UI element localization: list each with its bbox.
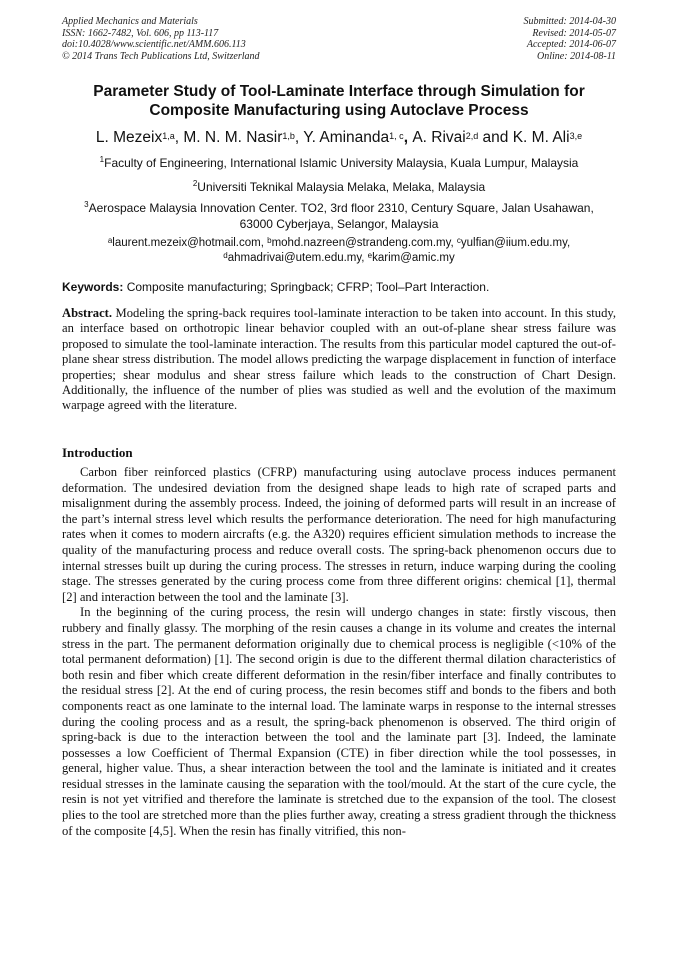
author-emails [40,236,638,266]
title-line-2: Composite Manufacturing using Autoclave Process [149,102,529,119]
journal-info [62,16,260,62]
author-sup: 1,b [282,131,295,141]
title-line-1: Parameter Study of Tool-Laminate Interface through Simulation for [93,83,585,100]
abstract-label: Abstract. [62,306,113,320]
date-submitted: Submitted: 2014-04-30 [523,16,616,27]
author-separator: , [174,129,184,146]
affiliation-1 [40,155,638,171]
paragraph: Carbon fiber reinforced plastics (CFRP) manufacturing using autoclave process induces permanent deformation. The undesired deviation from the designed shape leads to high rate of scraped parts and misalignment during the assembly process. Indeed, the joining of deformed parts will result in an increase of the part’s internal stress level which results the performance deterioration. The need for high manufacturing rates when it comes to modern aircrafts (e.g. the A320) requires efficient simulation methods to increase the quality of the manufacturing process and reduce overall costs. The spring-back phenomenon occurs due to internal stresses built up during the curing process. The stresses in return, induce warping during the cooling stage. The stresses generated by the curing process come from three different origins: chemical [1], thermal [2] and interaction between the tool and the laminate [3]. [62,465,616,604]
author-name: L. Mezeix [95,129,163,146]
introduction-body [62,465,616,839]
journal-copyright: © 2014 Trans Tech Publications Ltd, Switzerland [62,50,260,62]
email-link[interactable]: karim@amic.my [372,252,455,264]
affiliation-text: Faculty of Engineering, International Islamic University Malaysia, Kuala Lumpur, Malaysia [104,156,579,170]
affiliation-sup: 3 [84,200,89,209]
email-sup: a [107,236,113,245]
affiliation-sup: 2 [192,179,198,188]
journal-name: Applied Mechanics and Materials [62,16,198,27]
email-link[interactable]: yulfian@iium.edu.my, [460,237,571,249]
author-name: Y. Aminanda [303,129,390,146]
author-separator: , [403,129,413,146]
paragraph: In the beginning of the curing process, the resin will undergo changes in state: firstly viscous, then rubbery and finally glassy. The morphing of the resin causes a change in its volume and creates the internal stress in the part. The permanent deformation originally due to chemical process is negligible (<10% of the total permanent deformation) [1]. The second origin is due to the different thermal dilation characteristics of both resin and fiber which create different deformation in the resin/fiber interface and finally contributes to the residual stress [2]. At the end of curing process, the resin becomes stiff and bonds to the fibers and both components react as one laminate to the internal load. The laminate warps in response to the internal stresses during the cooling process and as a result, the spring-back phenomenon is observed. The third origin of spring-back is due to the interaction between the tool and the laminate part [3]. Indeed, the laminate possesses a low Coefficient of Thermal Expansion (CTE) in fiber direction while the tool possesses, in general, higher value. Thus, a shear interaction between the tool and the laminate is initiated and it creates residual stresses in the laminate causing the separation with the tool/mould. At the start of the cure cycle, the resin is not yet vitrified and therefore the laminate is stretched due to the expansion of the tool. The closest plies to the tool are stretched more than the plies further away, creating a stress gradient through the thickness of the composite [4,5]. When the resin has finally vitrified, this non- [62,605,616,838]
keywords-label: Keywords: [62,280,124,294]
author-list [40,128,638,148]
author-separator: and [478,129,513,146]
affiliation-line: 63000 Cyberjaya, Selangor, Malaysia [239,217,439,231]
author-sup: 3,e [569,131,583,141]
author-separator: , [294,129,304,146]
keywords-text: Composite manufacturing; Springback; CFRP; Tool–Part Interaction. [123,280,490,294]
affiliation-line [40,200,638,216]
affiliation-sup: 1 [99,155,105,164]
abstract [62,306,616,414]
affiliation-text: Universiti Teknikal Malaysia Melaka, Melaka, Malaysia [197,180,486,194]
author-sup: 2,d [465,131,479,141]
section-heading: Introduction [62,445,133,460]
author-sup: 1,a [162,131,175,141]
email-link[interactable]: ahmadrivai@utem.edu.my, [227,252,368,264]
email-sup: d [223,251,228,260]
email-sup: b [267,236,272,245]
date-revised: Revised: 2014-05-07 [532,27,616,39]
affiliation-text: Aerospace Malaysia Innovation Center. TO2, 3rd floor 2310, Century Square, Jalan Usahawan, [88,201,594,215]
author-name: K. M. Ali [512,129,570,146]
email-link[interactable]: mohd.nazreen@strandeng.com.my, [271,237,457,249]
affiliation-3 [40,200,638,232]
abstract-text: Modeling the spring-back requires tool-laminate interaction to be taken into account. In this study, an interface based on orthotropic linear behavior coupled with an out-of-plane shear stress failure was proposed to simulate the tool-laminate interaction. The results from this particular model captured the out-of-plane shear stress distribution. The model allows predicting the warpage displacement in function of interface properties; shear modulus and shear stress failure which leads to the construction of Chart Design. Additionally, the influence of the number of plies was studied as well and the evolution of the maximum warpage agreed with the literature. [62,306,616,413]
email-sup: c [456,236,461,245]
email-line [40,251,638,266]
paper-title [50,82,628,120]
email-sup: e [367,251,373,260]
email-link[interactable]: laurent.mezeix@hotmail.com, [112,237,268,249]
email-line [40,236,638,251]
affiliation-2 [40,179,638,195]
author-name: A. Rivai [412,129,466,146]
journal-doi: doi:10.4028/www.scientific.net/AMM.606.113 [62,39,246,50]
date-accepted: Accepted: 2014-06-07 [526,39,616,50]
publication-dates [524,16,617,62]
keywords [62,280,616,295]
author-sup: 1, c [389,131,404,141]
author-name: M. N. M. Nasir [183,129,283,146]
journal-issn: ISSN: 1662-7482, Vol. 606, pp 113-117 [62,27,219,39]
date-online: Online: 2014-08-11 [537,50,616,62]
